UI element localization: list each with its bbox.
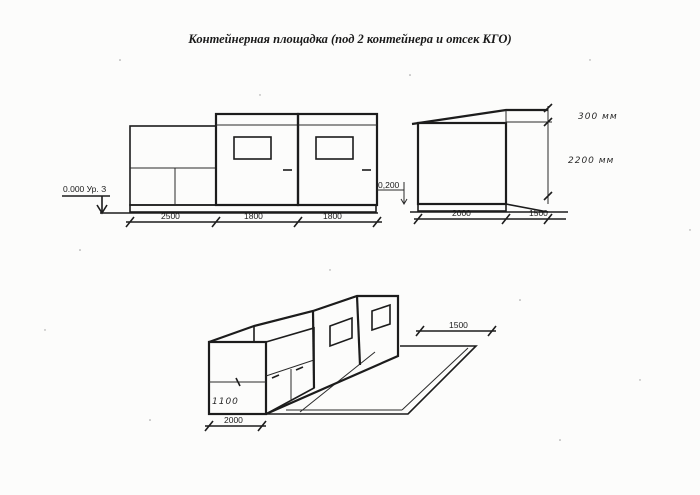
wall-height-label: 2200 мм: [568, 156, 615, 166]
kgo-compartment: [130, 126, 216, 205]
iso-view: [205, 296, 496, 431]
container-2: [298, 114, 377, 205]
level-marker-left: [62, 184, 110, 213]
dim-2000: 2000: [452, 208, 471, 218]
dim-1500-iso: 1500: [449, 320, 468, 330]
iso-bottom-dimension: [205, 415, 266, 431]
container-1: [216, 114, 298, 205]
dim-1800-a: 1800: [244, 211, 263, 221]
container-1-window: [234, 137, 271, 159]
page-title: Контейнерная площадка (под 2 контейнера и отсек КГО): [188, 32, 512, 46]
level-label: 0.000 Ур. З: [63, 184, 107, 194]
roof-height-label: 300 мм: [578, 112, 618, 122]
iso-window-1: [330, 318, 352, 346]
side-body: [418, 123, 506, 204]
container-2-window: [316, 137, 353, 159]
dim-1100: 1100: [212, 397, 239, 407]
side-height-dimension: [506, 104, 618, 204]
front-view: [62, 114, 407, 227]
dim-2500: 2500: [161, 211, 180, 221]
iso-height-dimension: [209, 378, 266, 407]
iso-window-2: [372, 305, 390, 330]
level-marker-right: [377, 180, 407, 204]
side-view: [410, 104, 618, 224]
iso-top-dimension: [416, 320, 496, 336]
dim-1800-b: 1800: [323, 211, 342, 221]
iso-platform: [266, 346, 476, 414]
dim-1500: 1500: [529, 208, 548, 218]
dim-2000-iso: 2000: [224, 415, 243, 425]
level-right-label: 0,200: [378, 180, 400, 190]
